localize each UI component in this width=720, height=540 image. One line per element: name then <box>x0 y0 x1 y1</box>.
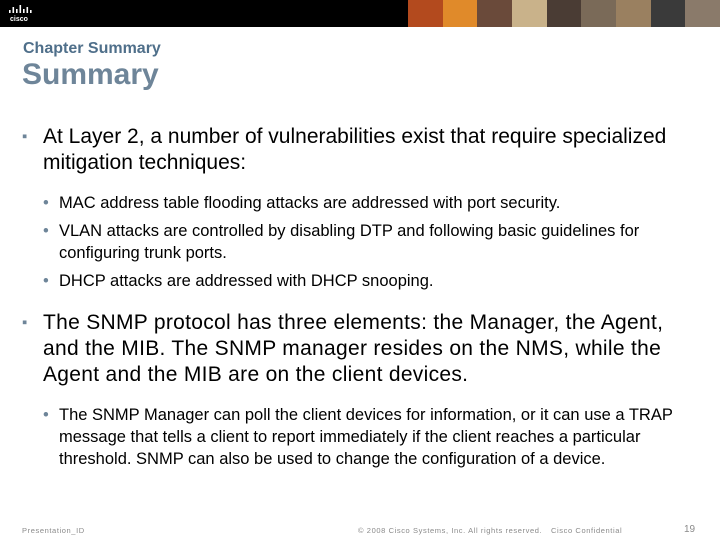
header-photo-strip <box>408 0 720 27</box>
bullet-text: DHCP attacks are addressed with DHCP snooping. <box>59 272 434 290</box>
footer-copyright: © 2008 Cisco Systems, Inc. All rights reserved. <box>358 526 543 535</box>
header-photo <box>547 0 582 27</box>
slide-title: Summary <box>22 58 159 91</box>
cisco-logo <box>8 4 42 23</box>
header-photo <box>581 0 616 27</box>
slide-body <box>22 124 702 470</box>
bullet-level2 <box>22 270 702 292</box>
header-photo <box>651 0 686 27</box>
bullet-level2 <box>22 220 702 264</box>
footer-confidential: Cisco Confidential <box>551 526 623 535</box>
chapter-heading: Chapter Summary <box>23 40 161 57</box>
page-number: 19 <box>684 524 696 535</box>
header-photo <box>616 0 651 27</box>
dot-bullet-icon: • <box>43 194 49 212</box>
bullet-level1 <box>22 310 702 388</box>
dot-bullet-icon: • <box>43 272 49 290</box>
bullet-text: MAC address table flooding attacks are addressed with port security. <box>59 194 561 212</box>
bullet-level2 <box>22 404 702 470</box>
bullet-text: VLAN attacks are controlled by disabling DTP and following basic guidelines for configuring trunk ports. <box>59 222 640 262</box>
bullet-text: The SNMP protocol has three elements: the Manager, the Agent, and the MIB. The SNMP manager resides on the NMS, while the Agent and the MIB are on the client devices. <box>43 311 664 386</box>
square-bullet-icon: ▪ <box>22 128 28 145</box>
header-banner <box>0 0 720 27</box>
dot-bullet-icon: • <box>43 406 49 424</box>
header-photo <box>443 0 478 27</box>
bullet-level1 <box>22 124 702 176</box>
bullet-level2 <box>22 192 702 214</box>
header-photo <box>477 0 512 27</box>
header-photo <box>685 0 720 27</box>
square-bullet-icon: ▪ <box>22 314 28 331</box>
footer-presentation-id: Presentation_ID <box>22 526 85 535</box>
header-photo <box>408 0 443 27</box>
bullet-text: The SNMP Manager can poll the client devices for information, or it can use a TRAP message that tells a client to report immediately if the client reaches a particular threshold. SNMP can also be used to change the configuration of a device. <box>59 406 673 468</box>
dot-bullet-icon: • <box>43 222 49 240</box>
header-photo <box>512 0 547 27</box>
bullet-text: At Layer 2, a number of vulnerabilities exist that require specialized mitigation techniques: <box>43 125 667 174</box>
svg-text:cisco: cisco <box>10 16 28 23</box>
